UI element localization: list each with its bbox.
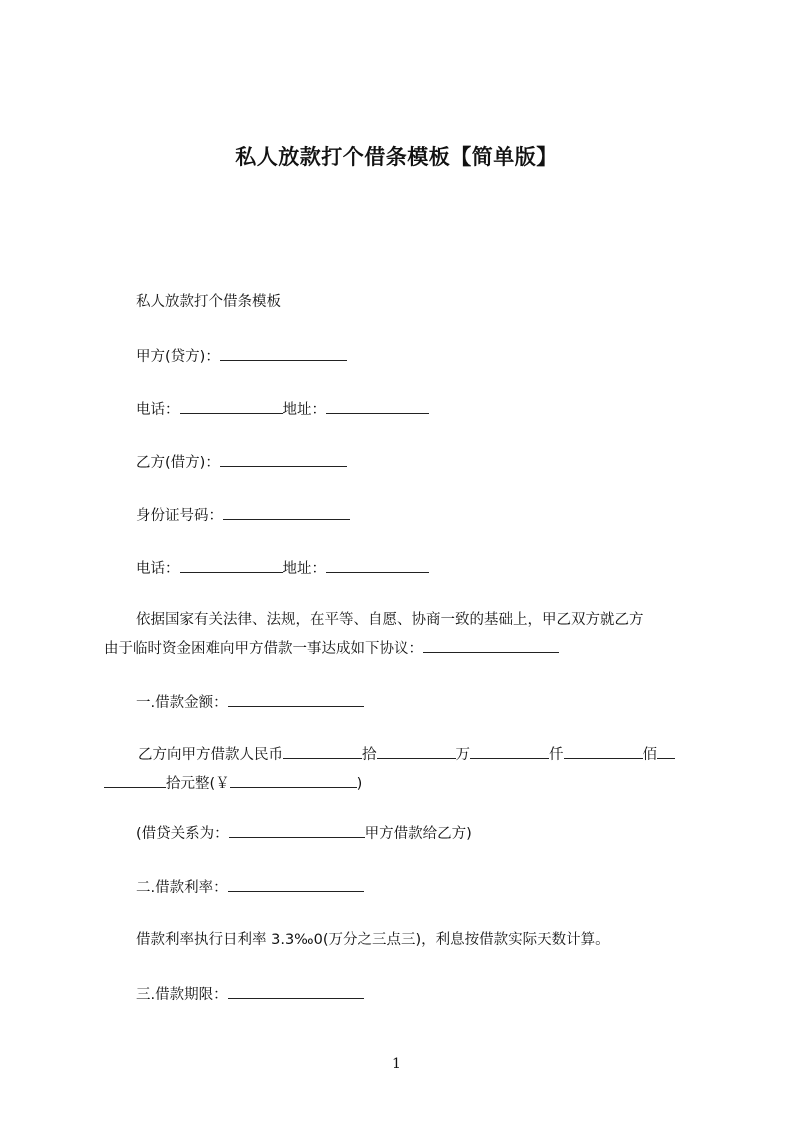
relation-line [136, 823, 472, 844]
page-number: 1 [392, 1056, 401, 1072]
borrower-blank[interactable] [220, 452, 347, 467]
amount-prefix: 乙方向甲方借款人民币 [138, 747, 283, 763]
amount-blank-2[interactable] [377, 744, 456, 759]
intro-line-2: 由于临时资金困难向甲方借款一事达成如下协议： [104, 641, 423, 657]
section-2-label: 二.借款利率： [136, 880, 228, 896]
amount-unit-1: 拾 [362, 747, 377, 763]
section-2-blank[interactable] [228, 877, 364, 892]
section-1-blank[interactable] [228, 692, 364, 707]
section-3-label: 三.借款期限： [136, 987, 228, 1003]
section-2-line [136, 877, 364, 898]
borrower-phone-label: 电话： [136, 561, 180, 577]
amount-blank-4[interactable] [564, 744, 643, 759]
section-1-label: 一.借款金额： [136, 695, 228, 711]
borrower-label: 乙方(借方)： [136, 455, 220, 471]
borrower-phone-blank[interactable] [180, 558, 283, 573]
relation-prefix: (借贷关系为： [136, 826, 229, 842]
amount-paragraph [104, 741, 704, 799]
section-3-blank[interactable] [228, 984, 364, 999]
relation-blank[interactable] [229, 823, 365, 838]
amount-unit-5: 拾元整(￥ [166, 776, 230, 792]
interest-line: 借款利率执行日利率 3.3‰0(万分之三点三)，利息按借款实际天数计算。 [136, 932, 610, 948]
intro-line-1: 依据国家有关法律、法规，在平等、自愿、协商一致的基础上，甲乙双方就乙方 [136, 612, 644, 628]
section-3-line [136, 984, 364, 1005]
amount-blank-5a[interactable] [657, 744, 675, 759]
amount-close: ) [356, 776, 363, 792]
document-title: 私人放款打个借条模板【简单版】 [235, 145, 558, 169]
borrower-contact-line [136, 558, 429, 579]
amount-figure-blank[interactable] [230, 773, 357, 788]
amount-blank-3[interactable] [470, 744, 549, 759]
borrower-address-label: 地址： [282, 561, 326, 577]
id-number-label: 身份证号码： [136, 508, 223, 524]
amount-blank-5b[interactable] [104, 773, 166, 788]
borrower-address-blank[interactable] [326, 558, 429, 573]
lender-label: 甲方(贷方)： [136, 349, 220, 365]
lender-address-label: 地址： [282, 402, 326, 418]
amount-blank-1[interactable] [283, 744, 362, 759]
subtitle: 私人放款打个借条模板 [136, 294, 281, 310]
intro-blank[interactable] [423, 638, 559, 653]
amount-unit-3: 仟 [549, 747, 564, 763]
lender-blank[interactable] [220, 346, 347, 361]
section-1-line [136, 692, 364, 713]
borrower-line [136, 452, 347, 473]
id-number-blank[interactable] [223, 505, 350, 520]
relation-suffix: 甲方借款给乙方) [364, 826, 472, 842]
lender-phone-blank[interactable] [180, 399, 283, 414]
id-number-line [136, 505, 350, 526]
lender-line [136, 346, 347, 367]
amount-unit-2: 万 [455, 747, 470, 763]
lender-contact-line [136, 399, 429, 420]
lender-phone-label: 电话： [136, 402, 180, 418]
lender-address-blank[interactable] [326, 399, 429, 414]
intro-paragraph [104, 606, 704, 664]
amount-unit-4: 佰 [642, 747, 657, 763]
